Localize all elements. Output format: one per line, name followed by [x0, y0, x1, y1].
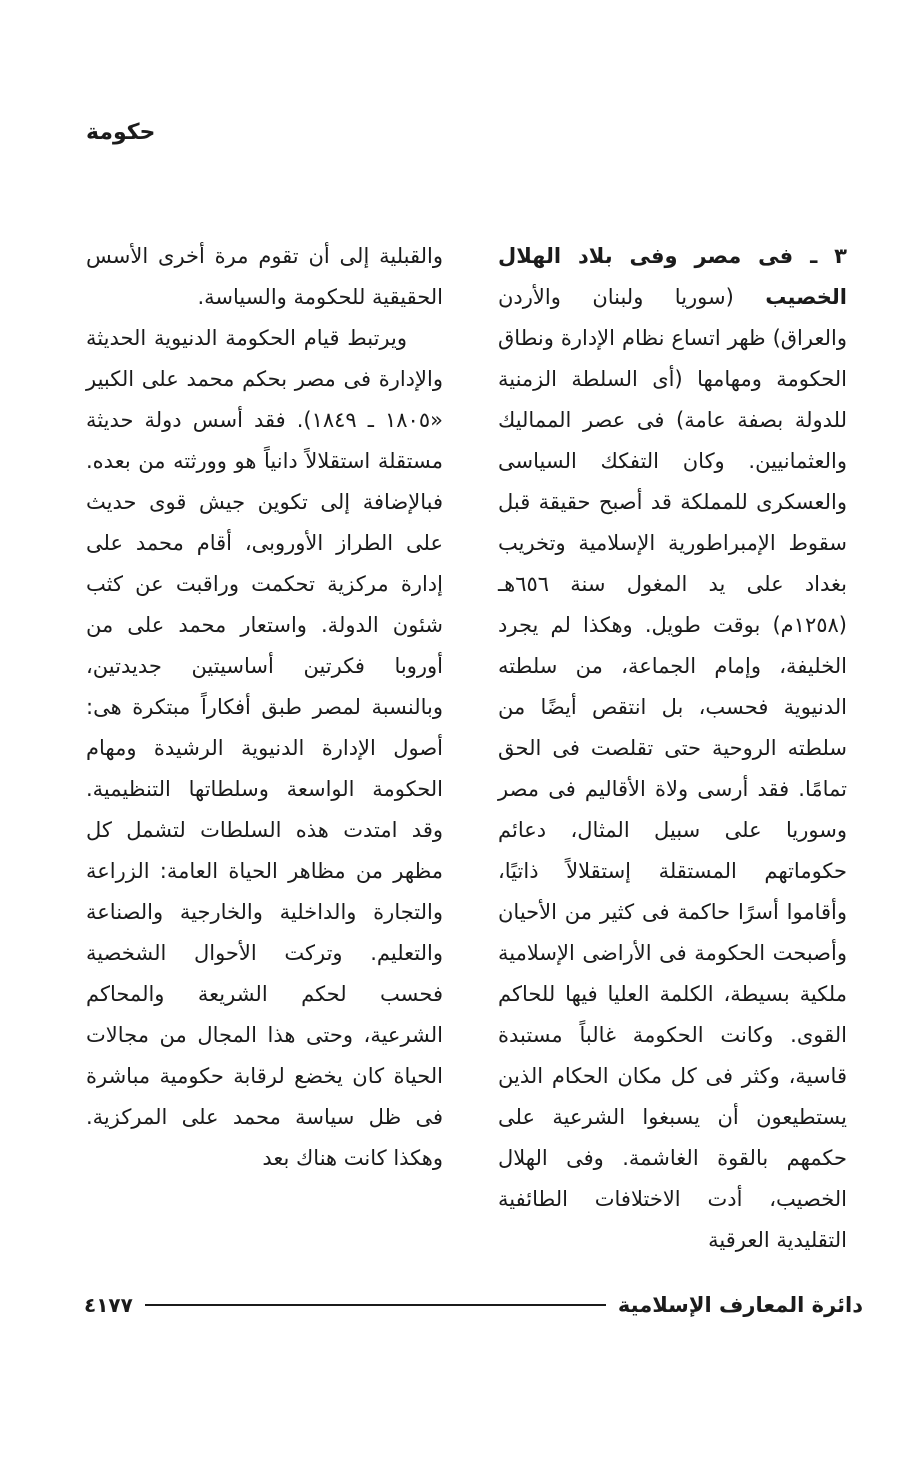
page-footer: [84, 1290, 863, 1320]
publication-title: دائرة المعارف الإسلامية: [617, 1293, 863, 1317]
running-title: حكومة: [86, 120, 156, 145]
left-column-paragraph-1: والقبلية إلى أن تقوم مرة أخرى الأسس الحقيقية للحكومة والسياسة.: [86, 244, 443, 309]
right-column-text: (سوريا ولبنان والأردن والعراق) ظهر اتساع نظام الإدارة ونطاق الحكومة ومهامها (أى السلطة الزمنية للدولة بصفة عامة) فى عصر المماليك والعثمانيين. وكان التفكك السياسى والعسكرى للمملكة قد أصبح حقيقة قبل سقوط الإمبراطورية الإسلامية وتخريب بغداد على يد المغول سنة ٦٥٦هـ (١٢٥٨م) بوقت طويل. وهكذا لم يجرد الخليفة، وإمام الجماعة، من سلطته الدنيوية فحسب، بل انتقص أيضًا من سلطته الروحية حتى تقلصت فى الحق تمامًا. فقد أرسى ولاة الأقاليم فى مصر وسوريا على سبيل المثال، دعائم حكوماتهم المستقلة إستقلالاً ذاتيًا، وأقاموا أسرًا حاكمة فى كثير من الأحيان وأصبحت الحكومة فى الأراضى الإسلامية ملكية بسيطة، الكلمة العليا فيها للحاكم القوى. وكانت الحكومة غالباً مستبدة قاسية، وكثر فى كل مكان الحكام الذين يستطيعون أن يسبغوا الشرعية على حكمهم بالقوة الغاشمة. وفى الهلال الخصيب، أدت الاختلافات الطائفية التقليدية العرقية: [498, 285, 847, 1252]
left-column-paragraph-2: ويرتبط قيام الحكومة الدنيوية الحديثة والإدارة فى مصر بحكم محمد على الكبير «١٨٠٥ ـ ١٨٤٩). فقد أسس دولة حديثة مستقلة استقلالاً دانياً هو وورثته من بعده. فبالإضافة إلى تكوين جيش قوى حديث على الطراز الأوروبى، أقام محمد على إدارة مركزية تحكمت وراقبت عن كثب شئون الدولة. واستعار محمد على من أوروبا فكرتين أساسيتين جديدتين، وبالنسبة لمصر طبق أفكاراً مبتكرة هى: أصول الإدارة الدنيوية الرشيدة ومهام الحكومة الواسعة وسلطاتها التنظيمية. وقد امتدت هذه السلطات لتشمل كل مظهر من مظاهر الحياة العامة: الزراعة والتجارة والداخلية والخارجية والصناعة والتعليم. وتركت الأحوال الشخصية فحسب لحكم الشريعة والمحاكم الشرعية، وحتى هذا المجال من مجالات الحياة كان يخضع لرقابة حكومية مباشرة فى ظل سياسة محمد على المركزية. وهكذا كانت هناك بعد: [86, 326, 443, 1170]
page-number: ٤١٧٧: [84, 1293, 133, 1317]
right-column: [498, 236, 847, 1261]
section-heading: ٣ ـ فى مصر وفى بلاد الهلال الخصيب: [498, 244, 847, 309]
right-column-paragraph: [498, 236, 847, 1261]
left-column: [86, 236, 443, 1179]
footer-rule: [145, 1304, 606, 1306]
page-header: [86, 120, 155, 145]
